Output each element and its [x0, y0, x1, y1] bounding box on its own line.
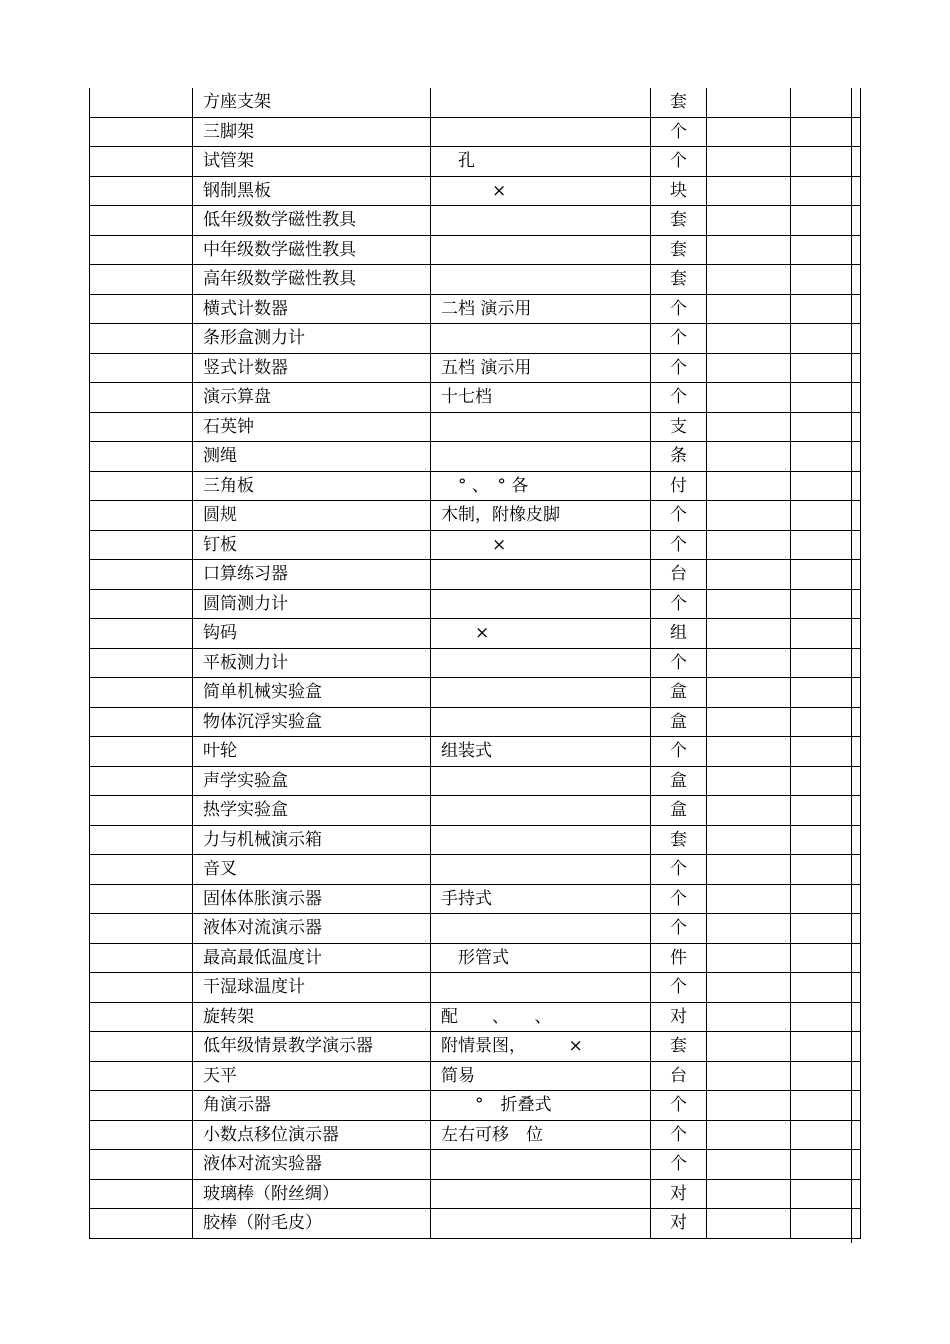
note-cell — [791, 943, 861, 973]
table-row — [90, 1091, 861, 1121]
table-row — [90, 294, 861, 324]
number-cell — [90, 914, 193, 944]
spec-cell: × — [431, 530, 651, 560]
quantity-cell — [707, 973, 791, 1003]
note-cell — [791, 796, 861, 826]
quantity-cell — [707, 442, 791, 472]
table-row — [90, 442, 861, 472]
number-cell — [90, 678, 193, 708]
note-cell — [791, 324, 861, 354]
quantity-cell — [707, 1120, 791, 1150]
number-cell — [90, 1061, 193, 1091]
unit-cell: 付 — [651, 471, 707, 501]
quantity-cell — [707, 1061, 791, 1091]
quantity-cell — [707, 1209, 791, 1239]
table-row — [90, 206, 861, 236]
name-cell: 胶棒（附毛皮） — [193, 1209, 431, 1239]
unit-cell: 个 — [651, 530, 707, 560]
name-cell: 中年级数学磁性教具 — [193, 235, 431, 265]
name-cell: 声学实验盒 — [193, 766, 431, 796]
table-row — [90, 235, 861, 265]
name-cell: 旋转架 — [193, 1002, 431, 1032]
name-cell: 石英钟 — [193, 412, 431, 442]
table-row — [90, 176, 861, 206]
quantity-cell — [707, 1179, 791, 1209]
number-cell — [90, 825, 193, 855]
unit-cell: 条 — [651, 442, 707, 472]
number-cell — [90, 973, 193, 1003]
note-cell — [791, 707, 861, 737]
table-row — [90, 943, 861, 973]
quantity-cell — [707, 796, 791, 826]
name-cell: 演示算盘 — [193, 383, 431, 413]
number-cell — [90, 383, 193, 413]
spec-cell — [431, 648, 651, 678]
unit-cell: 个 — [651, 117, 707, 147]
spec-cell: 附情景图， × — [431, 1032, 651, 1062]
unit-cell: 个 — [651, 353, 707, 383]
note-cell — [791, 914, 861, 944]
name-cell: 口算练习器 — [193, 560, 431, 590]
spec-cell — [431, 88, 651, 117]
unit-cell: 台 — [651, 560, 707, 590]
table-row — [90, 1032, 861, 1062]
unit-cell: 套 — [651, 825, 707, 855]
unit-cell: 套 — [651, 235, 707, 265]
note-cell — [791, 88, 861, 117]
number-cell — [90, 796, 193, 826]
spec-cell: × — [431, 176, 651, 206]
name-cell: 角演示器 — [193, 1091, 431, 1121]
name-cell: 竖式计数器 — [193, 353, 431, 383]
spec-cell — [431, 235, 651, 265]
note-cell — [791, 1091, 861, 1121]
table-row — [90, 353, 861, 383]
name-cell: 力与机械演示箱 — [193, 825, 431, 855]
unit-cell: 件 — [651, 943, 707, 973]
name-cell: 液体对流实验器 — [193, 1150, 431, 1180]
note-cell — [791, 737, 861, 767]
spec-cell: 左右可移 位 — [431, 1120, 651, 1150]
quantity-cell — [707, 294, 791, 324]
table-row — [90, 560, 861, 590]
note-cell — [791, 235, 861, 265]
note-cell — [791, 855, 861, 885]
table-row — [90, 1061, 861, 1091]
table-row — [90, 707, 861, 737]
note-cell — [791, 1061, 861, 1091]
name-cell: 固体体胀演示器 — [193, 884, 431, 914]
spec-cell — [431, 796, 651, 826]
number-cell — [90, 560, 193, 590]
quantity-cell — [707, 678, 791, 708]
number-cell — [90, 1002, 193, 1032]
table-row — [90, 678, 861, 708]
quantity-cell — [707, 530, 791, 560]
quantity-cell — [707, 1150, 791, 1180]
number-cell — [90, 206, 193, 236]
name-cell: 干湿球温度计 — [193, 973, 431, 1003]
name-cell: 天平 — [193, 1061, 431, 1091]
number-cell — [90, 737, 193, 767]
unit-cell: 个 — [651, 324, 707, 354]
unit-cell: 个 — [651, 737, 707, 767]
name-cell: 高年级数学磁性教具 — [193, 265, 431, 295]
name-cell: 叶轮 — [193, 737, 431, 767]
number-cell — [90, 589, 193, 619]
spec-cell — [431, 412, 651, 442]
number-cell — [90, 471, 193, 501]
table-row — [90, 383, 861, 413]
quantity-cell — [707, 206, 791, 236]
quantity-cell — [707, 147, 791, 177]
name-cell: 平板测力计 — [193, 648, 431, 678]
unit-cell: 个 — [651, 294, 707, 324]
table-row — [90, 1002, 861, 1032]
number-cell — [90, 442, 193, 472]
quantity-cell — [707, 471, 791, 501]
table-row — [90, 973, 861, 1003]
unit-cell: 个 — [651, 589, 707, 619]
number-cell — [90, 530, 193, 560]
name-cell: 低年级数学磁性教具 — [193, 206, 431, 236]
note-cell — [791, 589, 861, 619]
note-cell — [791, 501, 861, 531]
quantity-cell — [707, 589, 791, 619]
note-cell — [791, 147, 861, 177]
spec-cell: 配 、 、 — [431, 1002, 651, 1032]
number-cell — [90, 1150, 193, 1180]
number-cell — [90, 619, 193, 649]
note-cell — [791, 1209, 861, 1239]
number-cell — [90, 412, 193, 442]
equipment-grid — [89, 88, 861, 1239]
spec-cell — [431, 589, 651, 619]
number-cell — [90, 147, 193, 177]
number-cell — [90, 884, 193, 914]
unit-cell: 个 — [651, 884, 707, 914]
number-cell — [90, 294, 193, 324]
spec-cell: 组装式 — [431, 737, 651, 767]
name-cell: 横式计数器 — [193, 294, 431, 324]
spec-cell — [431, 914, 651, 944]
spec-cell — [431, 766, 651, 796]
quantity-cell — [707, 501, 791, 531]
number-cell — [90, 648, 193, 678]
name-cell: 三脚架 — [193, 117, 431, 147]
spec-cell — [431, 117, 651, 147]
note-cell — [791, 471, 861, 501]
number-cell — [90, 265, 193, 295]
quantity-cell — [707, 619, 791, 649]
name-cell: 音叉 — [193, 855, 431, 885]
unit-cell: 对 — [651, 1002, 707, 1032]
quantity-cell — [707, 265, 791, 295]
note-cell — [791, 678, 861, 708]
note-cell — [791, 176, 861, 206]
quantity-cell — [707, 1002, 791, 1032]
equipment-table — [89, 88, 853, 1239]
note-cell — [791, 265, 861, 295]
note-cell — [791, 117, 861, 147]
table-row — [90, 1179, 861, 1209]
quantity-cell — [707, 884, 791, 914]
quantity-cell — [707, 825, 791, 855]
name-cell: 试管架 — [193, 147, 431, 177]
name-cell: 简单机械实验盒 — [193, 678, 431, 708]
spec-cell — [431, 973, 651, 1003]
name-cell: 三角板 — [193, 471, 431, 501]
number-cell — [90, 88, 193, 117]
note-cell — [791, 1002, 861, 1032]
quantity-cell — [707, 943, 791, 973]
unit-cell: 套 — [651, 1032, 707, 1062]
table-row — [90, 324, 861, 354]
number-cell — [90, 501, 193, 531]
spec-cell: 形管式 — [431, 943, 651, 973]
unit-cell: 个 — [651, 648, 707, 678]
table-row — [90, 147, 861, 177]
spec-cell — [431, 560, 651, 590]
note-cell — [791, 383, 861, 413]
number-cell — [90, 707, 193, 737]
unit-cell: 台 — [651, 1061, 707, 1091]
name-cell: 热学实验盒 — [193, 796, 431, 826]
name-cell: 低年级情景教学演示器 — [193, 1032, 431, 1062]
quantity-cell — [707, 1091, 791, 1121]
quantity-cell — [707, 353, 791, 383]
table-row — [90, 648, 861, 678]
unit-cell: 块 — [651, 176, 707, 206]
table-row — [90, 1120, 861, 1150]
quantity-cell — [707, 1032, 791, 1062]
unit-cell: 个 — [651, 147, 707, 177]
quantity-cell — [707, 117, 791, 147]
number-cell — [90, 176, 193, 206]
name-cell: 小数点移位演示器 — [193, 1120, 431, 1150]
quantity-cell — [707, 707, 791, 737]
name-cell: 圆筒测力计 — [193, 589, 431, 619]
table-row — [90, 884, 861, 914]
table-row — [90, 619, 861, 649]
note-cell — [791, 1032, 861, 1062]
unit-cell: 盒 — [651, 796, 707, 826]
spec-cell — [431, 324, 651, 354]
number-cell — [90, 353, 193, 383]
spec-cell — [431, 707, 651, 737]
unit-cell: 个 — [651, 1150, 707, 1180]
quantity-cell — [707, 412, 791, 442]
spec-cell — [431, 442, 651, 472]
unit-cell: 套 — [651, 88, 707, 117]
unit-cell: 支 — [651, 412, 707, 442]
spec-cell: 五档 演示用 — [431, 353, 651, 383]
number-cell — [90, 1091, 193, 1121]
quantity-cell — [707, 648, 791, 678]
quantity-cell — [707, 766, 791, 796]
table-row — [90, 471, 861, 501]
table-row — [90, 530, 861, 560]
name-cell: 钢制黑板 — [193, 176, 431, 206]
quantity-cell — [707, 914, 791, 944]
table-row — [90, 737, 861, 767]
spec-cell: ° 、 ° 各 — [431, 471, 651, 501]
unit-cell: 个 — [651, 501, 707, 531]
unit-cell: 个 — [651, 1091, 707, 1121]
table-row — [90, 766, 861, 796]
name-cell: 圆规 — [193, 501, 431, 531]
note-cell — [791, 648, 861, 678]
name-cell: 方座支架 — [193, 88, 431, 117]
spec-cell — [431, 1209, 651, 1239]
quantity-cell — [707, 737, 791, 767]
table-row — [90, 265, 861, 295]
right-border-rule — [851, 88, 852, 1243]
table-row — [90, 825, 861, 855]
name-cell: 物体沉浮实验盒 — [193, 707, 431, 737]
number-cell — [90, 855, 193, 885]
unit-cell: 套 — [651, 265, 707, 295]
number-cell — [90, 943, 193, 973]
note-cell — [791, 1179, 861, 1209]
note-cell — [791, 973, 861, 1003]
quantity-cell — [707, 324, 791, 354]
quantity-cell — [707, 560, 791, 590]
unit-cell: 套 — [651, 206, 707, 236]
number-cell — [90, 1209, 193, 1239]
spec-cell: 孔 — [431, 147, 651, 177]
unit-cell: 个 — [651, 383, 707, 413]
number-cell — [90, 1032, 193, 1062]
unit-cell: 个 — [651, 1120, 707, 1150]
quantity-cell — [707, 855, 791, 885]
note-cell — [791, 1120, 861, 1150]
unit-cell: 对 — [651, 1179, 707, 1209]
spec-cell: ° 折叠式 — [431, 1091, 651, 1121]
note-cell — [791, 294, 861, 324]
quantity-cell — [707, 235, 791, 265]
unit-cell: 组 — [651, 619, 707, 649]
unit-cell: 盒 — [651, 707, 707, 737]
note-cell — [791, 442, 861, 472]
table-row — [90, 855, 861, 885]
note-cell — [791, 560, 861, 590]
name-cell: 玻璃棒（附丝绸） — [193, 1179, 431, 1209]
table-row — [90, 796, 861, 826]
name-cell: 测绳 — [193, 442, 431, 472]
note-cell — [791, 619, 861, 649]
name-cell: 钉板 — [193, 530, 431, 560]
unit-cell: 对 — [651, 1209, 707, 1239]
name-cell: 液体对流演示器 — [193, 914, 431, 944]
note-cell — [791, 1150, 861, 1180]
spec-cell: 十七档 — [431, 383, 651, 413]
unit-cell: 盒 — [651, 678, 707, 708]
spec-cell — [431, 265, 651, 295]
table-row — [90, 501, 861, 531]
spec-cell — [431, 1150, 651, 1180]
note-cell — [791, 884, 861, 914]
number-cell — [90, 235, 193, 265]
number-cell — [90, 1120, 193, 1150]
quantity-cell — [707, 176, 791, 206]
spec-cell — [431, 206, 651, 236]
table-row — [90, 1209, 861, 1239]
note-cell — [791, 530, 861, 560]
quantity-cell — [707, 383, 791, 413]
spec-cell: × — [431, 619, 651, 649]
number-cell — [90, 766, 193, 796]
name-cell: 最高最低温度计 — [193, 943, 431, 973]
unit-cell: 盒 — [651, 766, 707, 796]
table-row — [90, 117, 861, 147]
table-row — [90, 412, 861, 442]
name-cell: 条形盒测力计 — [193, 324, 431, 354]
number-cell — [90, 1179, 193, 1209]
spec-cell: 木制，附橡皮脚 — [431, 501, 651, 531]
unit-cell: 个 — [651, 973, 707, 1003]
unit-cell: 个 — [651, 855, 707, 885]
number-cell — [90, 117, 193, 147]
note-cell — [791, 353, 861, 383]
quantity-cell — [707, 88, 791, 117]
note-cell — [791, 412, 861, 442]
unit-cell: 个 — [651, 914, 707, 944]
note-cell — [791, 766, 861, 796]
spec-cell: 手持式 — [431, 884, 651, 914]
spec-cell — [431, 825, 651, 855]
table-row — [90, 589, 861, 619]
table-row — [90, 914, 861, 944]
spec-cell — [431, 678, 651, 708]
table-row — [90, 88, 861, 117]
spec-cell: 简易 — [431, 1061, 651, 1091]
spec-cell — [431, 855, 651, 885]
spec-cell — [431, 1179, 651, 1209]
name-cell: 钩码 — [193, 619, 431, 649]
spec-cell: 二档 演示用 — [431, 294, 651, 324]
number-cell — [90, 324, 193, 354]
table-body — [90, 88, 861, 1238]
note-cell — [791, 825, 861, 855]
table-row — [90, 1150, 861, 1180]
note-cell — [791, 206, 861, 236]
